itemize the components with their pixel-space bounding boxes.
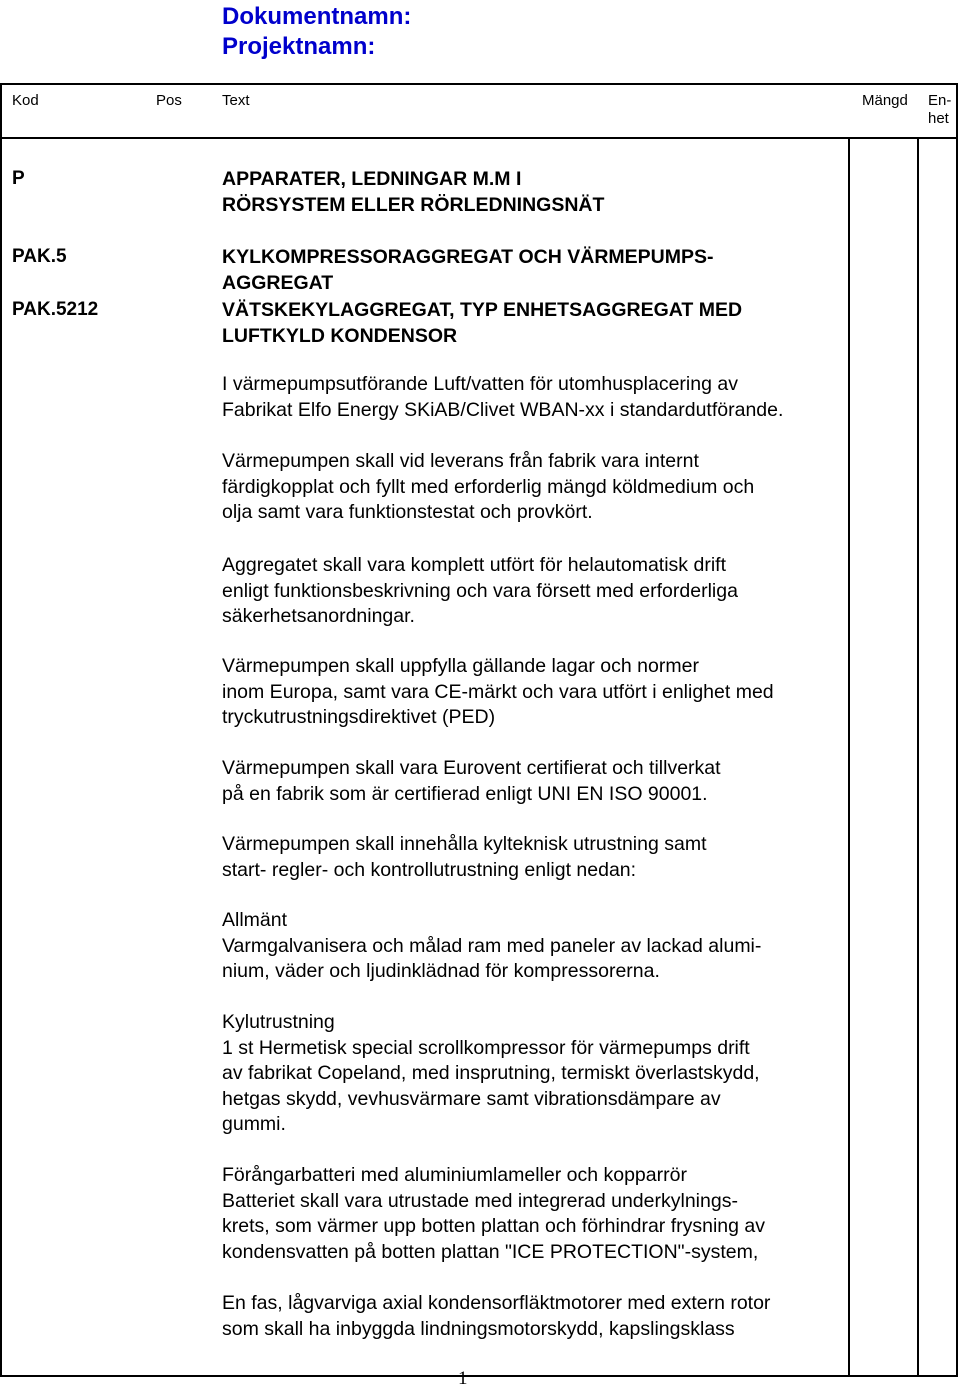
table-header [0,83,958,139]
header-pos: Pos [156,92,182,109]
paragraph-automation: Aggregatet skall vara komplett utfört för helautomatisk drift enligt funktionsbeskrivning och vara försett med erforderliga säkerhetsanordningar. [222,554,738,627]
heading-vatskekylaggregat: VÄTSKEKYLAGGREGAT, TYP ENHETSAGGREGAT MED LUFTKYLD KONDENSOR [222,299,743,347]
header-mangd: Mängd [862,92,908,109]
heading-kylkompressoraggregat: KYLKOMPRESSORAGGREGAT OCH VÄRMEPUMPS- AGGREGAT [222,246,714,294]
project-name-label: Projektnamn: [222,33,376,60]
paragraph-placement: I värmepumpsutförande Luft/vatten för utomhusplacering av Fabrikat Elfo Energy SKiAB/Clivet WBAN-xx i standardutförande. [222,373,784,421]
paragraph-fan-motors: En fas, lågvarviga axial kondensorfläktmotorer med extern rotor som skall ha inbyggda lindningsmotorskydd, kapslingsklass [222,1292,771,1340]
left-border [0,139,2,1377]
code-p: P [12,168,25,189]
paragraph-equipment: Värmepumpen skall innehålla kylteknisk utrustning samt start- regler- och kontrollutrustning enligt nedan: [222,833,707,881]
paragraph-evaporator: Förångarbatteri med aluminiumlameller och kopparrör Batteriet skall vara utrustade med integrerad underkylnings- krets, som värmer upp botten plattan och förhindrar frysning av kondensvatten på botten plattan "ICE PROTECTION"-system, [222,1164,766,1263]
paragraph-cooling: Kylutrustning 1 st Hermetisk special scrollkompressor för värmepumps drift av fabrikat Copeland, med insprutning, termiskt överlastskydd, hetgas skydd, vevhusvärmare samt vibrationsdämpare av gummi. [222,1011,760,1135]
heading-apparater: APPARATER, LEDNINGAR M.M I RÖRSYSTEM ELLER RÖRLEDNINGSNÄT [222,168,605,216]
header-text: Text [222,92,250,109]
paragraph-regulations: Värmepumpen skall uppfylla gällande lagar och normer inom Europa, samt vara CE-märkt och vara utfört i enlighet med tryckutrustningsdirektivet (PED) [222,655,774,728]
paragraph-eurovent: Värmepumpen skall vara Eurovent certifierat och tillverkat på en fabrik som är certifierad enligt UNI EN ISO 90001. [222,757,721,805]
code-pak5: PAK.5 [12,246,67,267]
header-enhet-line2: het [928,110,949,127]
right-border [956,139,958,1377]
unit-column-border [917,139,919,1377]
page-number: 1 [458,1368,468,1389]
paragraph-delivery: Värmepumpen skall vid leverans från fabrik vara internt färdigkopplat och fyllt med erforderlig mängd köldmedium och olja samt vara funktionstestat och provkört. [222,450,755,523]
header-kod: Kod [12,92,39,109]
paragraph-general: Allmänt Varmgalvanisera och målad ram med paneler av lackad alumi- nium, väder och ljudinklädnad för kompressorerna. [222,909,762,982]
document-name-label: Dokumentnamn: [222,3,412,30]
bottom-border [0,1375,958,1377]
header-enhet-line1: En- [928,92,952,109]
code-pak5212: PAK.5212 [12,299,99,320]
